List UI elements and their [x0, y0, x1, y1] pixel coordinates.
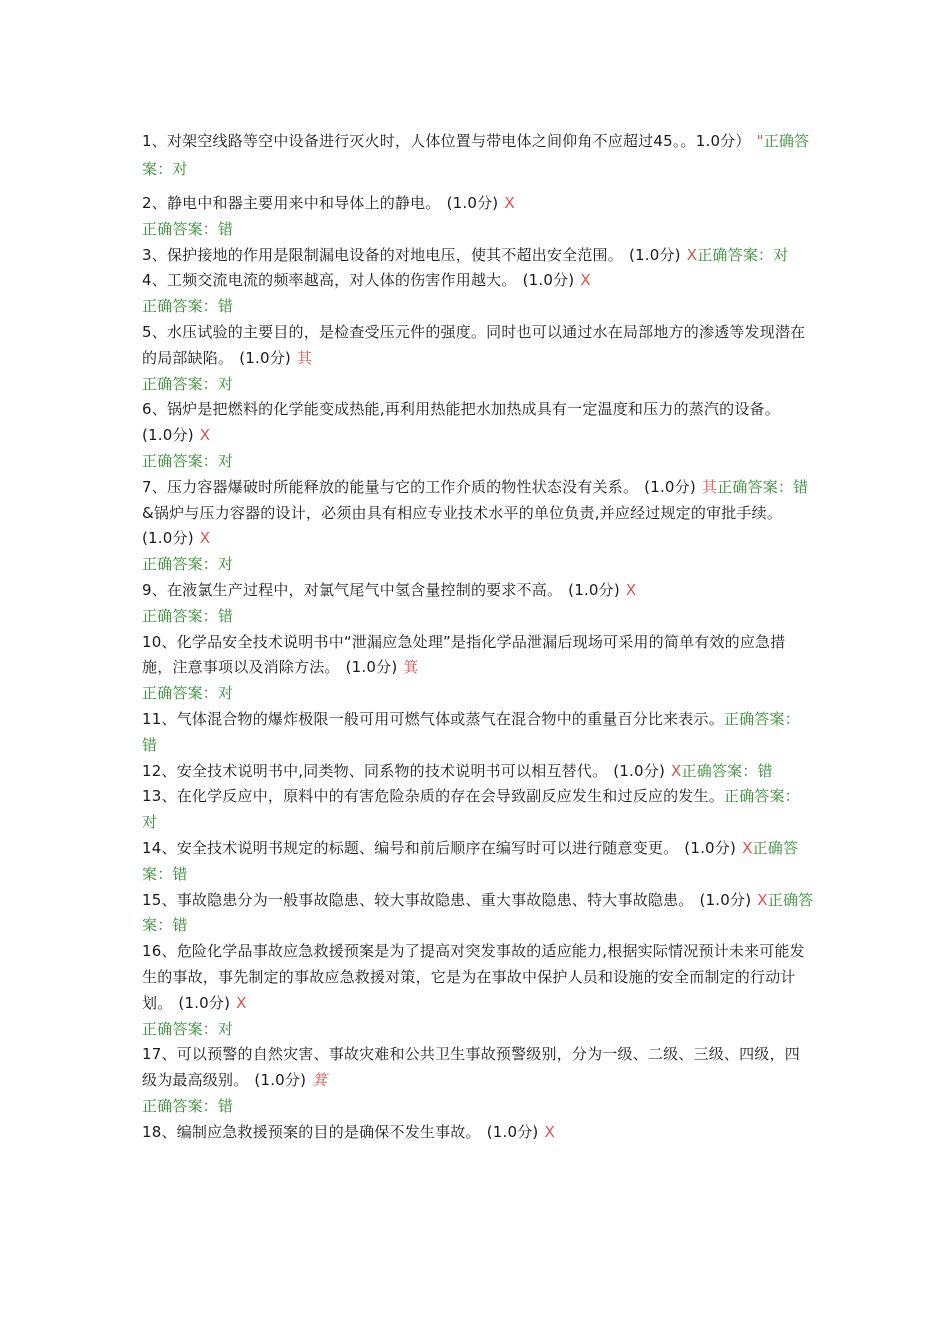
- question-item: [142, 707, 814, 759]
- question-score: (1.0分): [178, 993, 231, 1012]
- question-score: (1.0分): [142, 426, 194, 445]
- correct-answer: [717, 478, 808, 496]
- correct-answer: [682, 762, 773, 780]
- correct-answer: [142, 681, 814, 707]
- question-score: (1.0分): [684, 838, 737, 857]
- correct-answer-label: 正确答案：: [142, 684, 219, 703]
- question-number: 7、: [142, 477, 167, 496]
- question-item: [142, 501, 814, 578]
- question-text: 锅炉与压力容器的设计，必须由具有相应专业技术水平的单位负责,并应经过规定的审批手续。: [153, 503, 783, 522]
- correct-answer-label: 正确答案：: [142, 219, 219, 238]
- question-score: (1.0分): [613, 761, 666, 780]
- question-score: (1.0分): [699, 890, 752, 909]
- correct-answer-label: 正确答案：: [142, 132, 810, 178]
- correct-answer-value: 错: [757, 761, 773, 780]
- correct-answer-label: 正确答案：: [142, 374, 219, 393]
- correct-answer-value: 错: [172, 916, 188, 935]
- question-text: 安全技术说明书中,同类物、同系物的技术说明书可以相互替代。: [176, 761, 608, 780]
- question-number: 14、: [142, 838, 177, 857]
- correct-answer-label: 正确答案：: [142, 838, 799, 883]
- question-number: 17、: [142, 1045, 177, 1064]
- correct-answer: [142, 372, 814, 398]
- wrong-mark: X: [671, 761, 682, 780]
- question-text: 保护接地的作用是限制漏电设备的对地电压，使其不超出安全范围。: [166, 245, 623, 264]
- question-text: 压力容器爆破时所能释放的能量与它的工作介质的物性状态没有关系。: [166, 477, 639, 496]
- question-number: 4、: [142, 271, 167, 290]
- wrong-mark: X: [686, 245, 698, 264]
- wrong-mark: X: [544, 1122, 555, 1141]
- question-text: 对架空线路等空中设备进行灭火时，人体位置与带电体之间仰角不应超过45。。1.0分）: [166, 132, 751, 150]
- question-text: 气体混合物的爆炸极限一般可用可燃气体或蒸气在混合物中的重量百分比来表示。: [176, 709, 724, 728]
- correct-answer-value: 错: [218, 606, 234, 625]
- correct-answer-label: 正确答案：: [142, 555, 219, 574]
- correct-answer-label: 正确答案：: [681, 761, 758, 780]
- correct-answer: [142, 604, 814, 630]
- question-number: 2、: [142, 194, 167, 212]
- question-text: 化学品安全技术说明书中“泄漏应急处理”是指化学品泄漏后现场可采用的简单有效的应急措施，注意事项以及消除方法。: [142, 632, 786, 677]
- question-text: 可以预警的自然灾害、事故灾难和公共卫生事故预警级别，分为一级、二级、三级、四级，四级为最高级别。: [142, 1045, 800, 1090]
- wrong-mark: X: [199, 426, 211, 445]
- question-number: &: [142, 503, 154, 522]
- question-number: 11、: [142, 709, 177, 728]
- question-score: (1.0分): [239, 348, 291, 367]
- question-number: 16、: [142, 942, 177, 961]
- question-number: 13、: [142, 787, 177, 806]
- question-text: 编制应急救援预案的目的是确保不发生事故。: [176, 1122, 481, 1141]
- question-score: (1.0分): [644, 477, 696, 496]
- correct-answer-label: 正确答案：: [142, 1019, 219, 1038]
- question-number: 12、: [142, 761, 177, 780]
- question-number: 6、: [142, 400, 167, 419]
- question-item: [142, 475, 814, 501]
- correct-answer: [142, 449, 814, 475]
- question-number: 9、: [142, 580, 167, 599]
- question-text: 在液氯生产过程中，对氯气尾气中氢含量控制的要求不高。: [166, 580, 563, 599]
- correct-answer-value: 错: [172, 864, 188, 883]
- question-text: 事故隐患分为一般事故隐患、较大事故隐患、重大事故隐患、特大事故隐患。: [176, 890, 694, 909]
- question-item: [142, 888, 814, 940]
- correct-answer-value: 错: [218, 219, 234, 238]
- question-item: [142, 836, 814, 888]
- question-item: [142, 397, 814, 474]
- correct-answer-label: 正确答案：: [142, 297, 219, 316]
- question-score: (1.0分): [628, 245, 681, 264]
- question-score: (1.0分): [446, 194, 499, 212]
- correct-answer-value: 对: [773, 245, 789, 264]
- quiz-document: [142, 127, 814, 1145]
- correct-answer-label: 正确答案：: [142, 451, 219, 470]
- question-item: [142, 578, 814, 630]
- wrong-mark: X: [757, 890, 768, 909]
- question-item: [142, 1120, 814, 1146]
- correct-answer-label: 正确答案：: [723, 787, 800, 806]
- correct-answer-value: 对: [218, 684, 234, 703]
- question-number: 10、: [142, 632, 177, 651]
- question-item: [142, 320, 814, 397]
- correct-answer-value: 对: [218, 1019, 234, 1038]
- question-score: (1.0分): [345, 658, 398, 677]
- question-item: [142, 243, 814, 269]
- question-number: 18、: [142, 1122, 177, 1141]
- correct-answer-value: 错: [218, 1096, 234, 1115]
- question-text: 危险化学品事故应急救援预案是为了提高对突发事故的适应能力,根据实际情况预计未来可能发生的事故，事先制定的事故应急救援对策，它是为在事故中保护人员和设施的安全而制定的行动计划。: [142, 942, 805, 1012]
- wrong-mark: X: [625, 580, 637, 599]
- question-item: [142, 759, 814, 785]
- question-text: 安全技术说明书规定的标题、编号和前后顺序在编写时可以进行随意变更。: [176, 838, 679, 857]
- question-text: 静电中和器主要用来中和导体上的静电。: [166, 194, 441, 212]
- question-item: [142, 1042, 814, 1119]
- correct-answer: [142, 294, 814, 320]
- correct-answer-value: 对: [172, 160, 188, 178]
- correct-answer: [142, 217, 814, 243]
- correct-answer-label: 正确答案：: [717, 477, 794, 496]
- correct-answer: [142, 1017, 814, 1043]
- correct-answer-value: 错: [142, 735, 158, 754]
- correct-answer-value: 对: [142, 813, 158, 832]
- question-number: 1、: [142, 132, 167, 150]
- question-score: (1.0分): [254, 1071, 307, 1090]
- question-item: [142, 268, 814, 320]
- wrong-mark: X: [742, 838, 753, 857]
- question-text: 锅炉是把燃料的化学能变成热能,再利用热能把水加热成具有一定温度和压力的蒸汽的设备。: [166, 400, 780, 419]
- correct-answer-label: 正确答案：: [142, 1096, 219, 1115]
- question-score: (1.0分): [486, 1122, 539, 1141]
- wrong-mark: X: [236, 993, 247, 1012]
- wrong-mark: 箕: [403, 658, 419, 677]
- question-item: [142, 630, 814, 707]
- wrong-mark: X: [580, 271, 591, 290]
- wrong-mark: X: [504, 194, 515, 212]
- question-text: 在化学反应中，原料中的有害危险杂质的存在会导致副反应发生和过反应的发生。: [176, 787, 724, 806]
- wrong-mark: ": [756, 132, 764, 150]
- correct-answer-value: 对: [218, 374, 234, 393]
- question-score: (1.0分): [568, 580, 620, 599]
- question-number: 5、: [142, 322, 167, 341]
- correct-answer-label: 正确答案：: [142, 890, 814, 935]
- wrong-mark: 其: [296, 348, 313, 367]
- question-item: [142, 939, 814, 1042]
- correct-answer-value: 对: [218, 555, 234, 574]
- correct-answer-value: 对: [218, 451, 234, 470]
- correct-answer-value: 错: [793, 477, 809, 496]
- wrong-mark: 箕: [312, 1071, 328, 1090]
- wrong-mark: X: [199, 529, 211, 548]
- correct-answer-label: 正确答案：: [142, 606, 219, 625]
- question-text: 工频交流电流的频率越高，对人体的伤害作用越大。: [166, 271, 517, 290]
- correct-answer: [697, 246, 788, 264]
- question-number: 3、: [142, 245, 167, 264]
- question-score: (1.0分): [522, 271, 575, 290]
- question-item: [142, 127, 814, 183]
- wrong-mark: 其: [701, 477, 718, 496]
- correct-answer: [142, 1094, 814, 1120]
- question-number: 15、: [142, 890, 177, 909]
- question-item: [142, 191, 814, 243]
- correct-answer-value: 错: [218, 297, 234, 316]
- question-text: 水压试验的主要目的，是检查受压元件的强度。同时也可以通过水在局部地方的渗透等发现潜在的局部缺陷。: [142, 322, 806, 367]
- question-score: (1.0分): [142, 529, 194, 548]
- correct-answer-label: 正确答案：: [697, 245, 774, 264]
- correct-answer-label: 正确答案：: [723, 709, 800, 728]
- correct-answer: [142, 552, 814, 578]
- question-item: [142, 784, 814, 836]
